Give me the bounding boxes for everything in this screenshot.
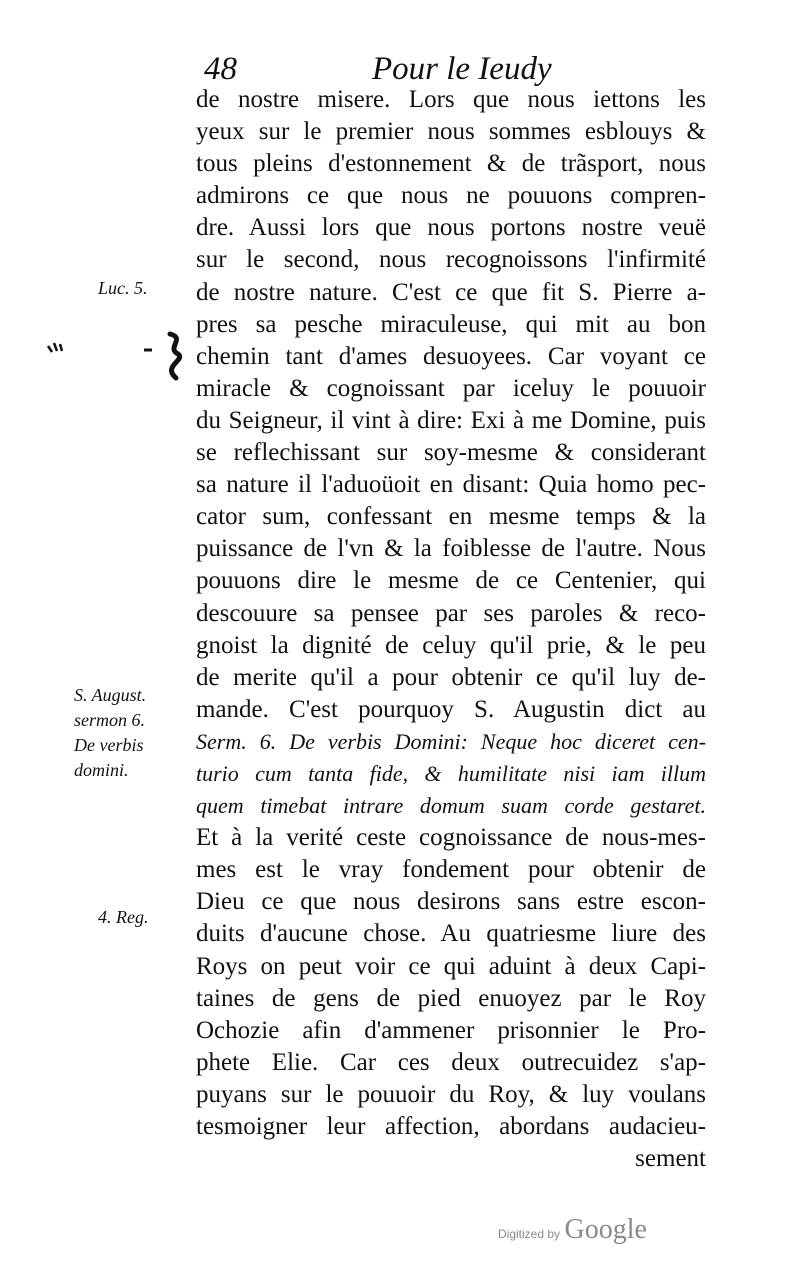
- text-line: pouuons dire le mesme de ce Centenier, qui: [196, 567, 706, 595]
- text-line: admirons ce que nous ne pouuons compren-: [196, 182, 706, 210]
- text-line: sur le second, nous recognoissons l'infirmité: [196, 246, 706, 274]
- page-number: 48: [204, 51, 237, 87]
- google-logo: Google: [564, 1214, 647, 1245]
- text-line: tous pleins d'estonnement & de trãsport, nous: [196, 150, 706, 178]
- text-line: Et à la verité ceste cognoissance de nous-mes-: [196, 824, 706, 852]
- text-line: pres sa pesche miraculeuse, qui mit au bon: [196, 310, 706, 338]
- text-line: phete Elie. Car ces deux outrecuidez s'ap-: [196, 1048, 706, 1076]
- text-line: duits d'aucune chose. Au quatriesme liure des: [196, 920, 706, 948]
- text-line: descouure sa pensee par ses paroles & reco-: [196, 599, 706, 627]
- text-line: dre. Aussi lors que nous portons nostre veuë: [196, 214, 706, 242]
- text-line: gnoist la dignité de celuy qu'il prie, & le peu: [196, 631, 706, 659]
- text-line: turio cum tanta fide, & humilitate nisi iam illum: [196, 760, 706, 786]
- margin-note-reg: 4. Reg.: [98, 907, 149, 927]
- text-line: miracle & cognoissant par iceluy le pouuoir: [196, 374, 706, 402]
- text-line: Serm. 6. De verbis Domini: Neque hoc diceret cen-: [196, 728, 706, 754]
- body-text: [196, 84, 706, 1175]
- text-line: du Seigneur, il vint à dire: Exi à me Domine, puis: [196, 406, 706, 434]
- running-title: Pour le Ieudy: [372, 51, 552, 87]
- text-line: mes est le vray fondement pour obtenir de: [196, 856, 706, 884]
- text-line: Ochozie afin d'ammener prisonnier le Pro-: [196, 1016, 706, 1044]
- margin-note-line: S. August.: [74, 685, 147, 705]
- text-line: Roys on peut voir ce qui aduint à deux Capi-: [196, 952, 706, 980]
- text-line: mande. C'est pourquoy S. Augustin dict au: [196, 695, 706, 723]
- text-line: se reflechissant sur soy-mesme & considerant: [196, 439, 706, 467]
- text-line: de nostre misere. Lors que nous iettons les: [196, 86, 706, 113]
- text-line: yeux sur le premier nous sommes esblouys &: [196, 118, 706, 146]
- text-line: Dieu ce que nous desirons sans estre escon-: [196, 888, 706, 916]
- text-line: cator sum, confessant en mesme temps & la: [196, 503, 706, 531]
- text-line: taines de gens de pied enuoyez par le Roy: [196, 984, 706, 1012]
- digitized-watermark: [498, 1214, 647, 1246]
- text-line: quem timebat intrare domum suam corde gestaret.: [196, 793, 706, 819]
- text-line: de merite qu'il a pour obtenir ce qu'il luy de-: [196, 663, 706, 691]
- ink-mark-icon: [40, 326, 200, 386]
- text-line: puyans sur le pouuoir du Roy, & luy voulans: [196, 1080, 706, 1108]
- margin-note-line: De verbis: [74, 735, 144, 755]
- text-line: puissance de l'vn & la foiblesse de l'autre. Nous: [196, 535, 706, 563]
- watermark-prefix: Digitized by: [498, 1227, 561, 1241]
- margin-note-line: sermon 6.: [74, 710, 145, 730]
- margin-note-luc: Luc. 5.: [98, 278, 148, 298]
- margin-note-line: domini.: [74, 760, 129, 780]
- text-line: sa nature il l'aduoüoit en disant: Quia homo pec-: [196, 471, 706, 499]
- text-line: de nostre nature. C'est ce que fit S. Pierre a-: [196, 278, 706, 306]
- text-line: chemin tant d'ames desuoyees. Car voyant ce: [196, 342, 706, 370]
- catchword-line: sement: [635, 1145, 706, 1173]
- text-line: tesmoigner leur affection, abordans audacieu-: [196, 1113, 706, 1140]
- margin-note-augustin: [74, 683, 146, 783]
